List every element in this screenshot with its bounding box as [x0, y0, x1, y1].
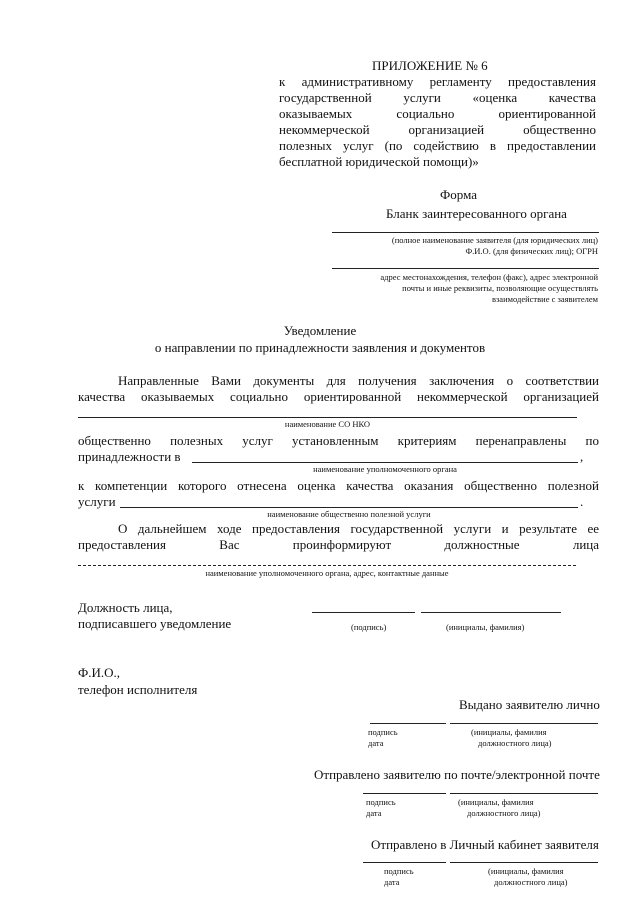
- executor-fio: Ф.И.О.,: [78, 665, 121, 680]
- initials-caption: (инициалы, фамилия): [446, 622, 525, 632]
- service-caption: наименование общественно полезной услуги: [267, 509, 431, 519]
- para4-line2: предоставления Вас проинформируют должностные лица: [78, 537, 599, 552]
- appendix-line-1: к административному регламенту предоставления: [279, 74, 596, 89]
- cabinet-initials-caption-1: (инициалы, фамилия: [488, 866, 564, 876]
- cabinet-initials-line: [450, 862, 598, 863]
- delivered-personally-label: Выдано заявителю лично: [459, 697, 600, 712]
- cabinet-date-caption: дата: [384, 877, 400, 887]
- signature-caption: (подпись): [351, 622, 387, 632]
- applicant-name-line: [332, 232, 599, 233]
- appendix-line-5: полезных услуг (по содействию в предоставлении: [279, 138, 596, 153]
- address-line: [332, 268, 599, 269]
- para3-line1: к компетенции которого отнесена оценка качества оказания общественно полезной: [78, 478, 599, 493]
- form-label: Форма: [440, 187, 477, 202]
- appendix-text: [279, 74, 596, 170]
- cabinet-sign-line: [363, 862, 446, 863]
- mail-initials-caption-2: должностного лица): [467, 808, 541, 818]
- personal-date-caption: дата: [368, 738, 384, 748]
- personal-initials-line: [450, 723, 598, 724]
- document-subtitle: о направлении по принадлежности заявления и документов: [154, 340, 486, 355]
- contacts-line: [78, 565, 576, 566]
- contacts-caption: наименование уполномоченного органа, адрес, контактные данные: [205, 568, 449, 578]
- cabinet-sign-caption: подпись: [384, 866, 414, 876]
- para1-line1: Направленные Вами документы для получения заключения о соответствии: [118, 373, 599, 388]
- blank-label: Бланк заинтересованного органа: [386, 206, 567, 221]
- address-caption-2: почты и иные реквизиты, позволяющие осуществлять: [402, 283, 598, 293]
- sonko-name-line: [78, 417, 577, 418]
- personal-initials-caption-2: должностного лица): [478, 738, 552, 748]
- document-title: Уведомление: [283, 323, 357, 338]
- personal-initials-caption-1: (инициалы, фамилия: [471, 727, 547, 737]
- mail-initials-line: [450, 793, 598, 794]
- appendix-line-4: некоммерческой организацией общественно: [279, 122, 596, 137]
- sonko-caption: наименование СО НКО: [284, 419, 371, 429]
- personal-sign-caption: подпись: [368, 727, 398, 737]
- para2-line1: общественно полезных услуг установленным критериям перенаправлены по: [78, 433, 599, 448]
- para3-line2: услуги: [78, 494, 116, 509]
- para1-line2: качества оказываемых социально ориентированной некоммерческой организацией: [78, 389, 599, 404]
- appendix-line-3: оказываемых социально ориентированной: [279, 106, 596, 121]
- para3-period: .: [580, 494, 584, 509]
- mail-sign-line: [363, 793, 446, 794]
- service-name-line: [120, 507, 578, 508]
- appendix-line-2: государственной услуги «оценка качества: [279, 90, 596, 105]
- signer-position-1: Должность лица,: [78, 600, 173, 615]
- address-caption-1: адрес местонахождения, телефон (факс), адрес электронной: [380, 272, 598, 282]
- appendix-title: ПРИЛОЖЕНИЕ № 6: [372, 58, 488, 73]
- address-caption-3: взаимодействие с заявителем: [491, 294, 598, 304]
- organ-caption: наименование уполномоченного органа: [313, 464, 457, 474]
- mail-sign-caption: подпись: [366, 797, 396, 807]
- applicant-caption-2: Ф.И.О. (для физических лиц); ОГРН: [465, 246, 598, 256]
- sent-by-mail-label: Отправлено заявителю по почте/электронной почте: [314, 767, 600, 782]
- applicant-caption-1: (полное наименование заявителя (для юридических лиц): [391, 235, 598, 245]
- organ-name-line: [192, 462, 578, 463]
- cabinet-initials-caption-2: должностного лица): [494, 877, 568, 887]
- appendix-line-6: бесплатной юридической помощи)»: [279, 154, 479, 169]
- personal-sign-line: [370, 723, 446, 724]
- mail-initials-caption-1: (инициалы, фамилия: [458, 797, 534, 807]
- para2-line2: принадлежности в: [78, 449, 181, 464]
- signature-line: [312, 612, 415, 613]
- para2-comma: ,: [580, 449, 584, 464]
- signer-position-2: подписавшего уведомление: [78, 616, 232, 631]
- mail-date-caption: дата: [366, 808, 382, 818]
- executor-phone: телефон исполнителя: [78, 682, 198, 697]
- initials-line: [421, 612, 561, 613]
- para4-line1: О дальнейшем ходе предоставления государственной услуги и результате ее: [118, 521, 599, 536]
- sent-to-cabinet-label: Отправлено в Личный кабинет заявителя: [371, 837, 599, 852]
